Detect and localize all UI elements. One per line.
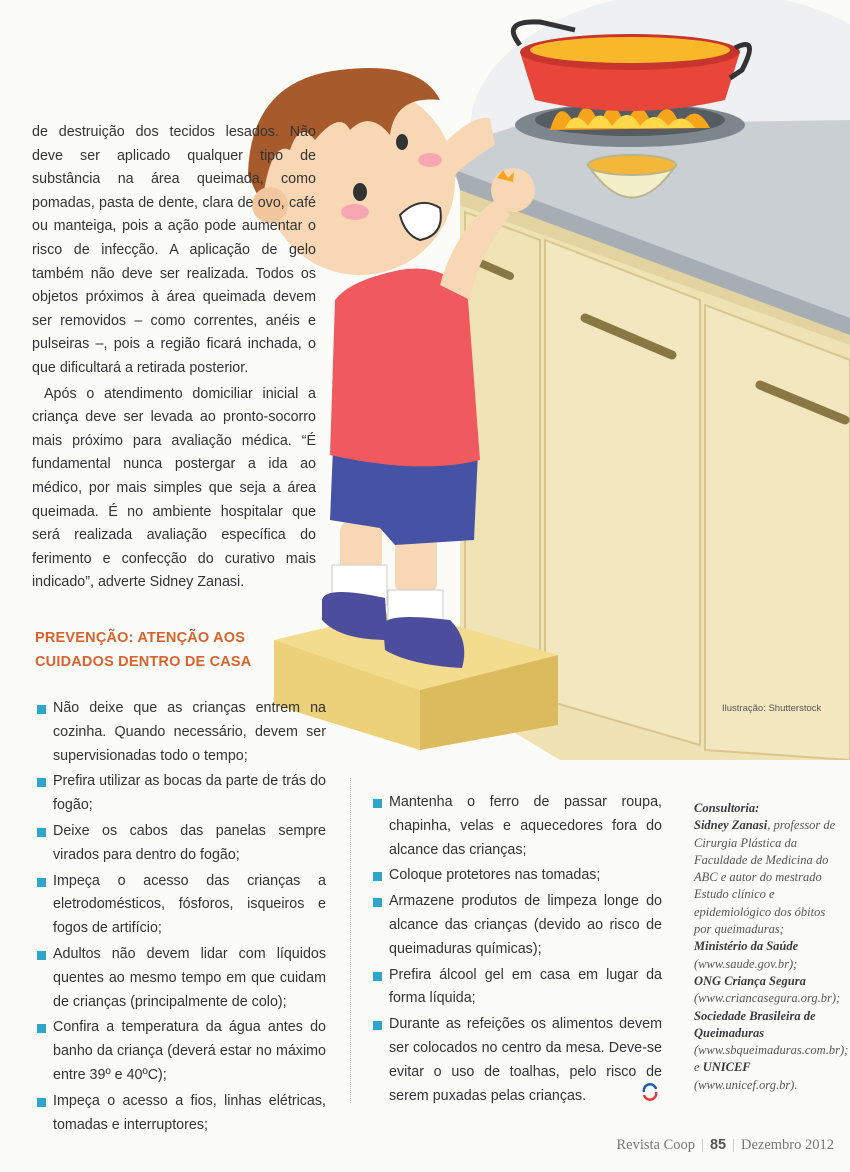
list-item: Prefira álcool gel em casa em lugar da forma líquida; [372,964,662,1012]
list-item: Impeça o acesso das crianças a eletrodomésticos, fósforos, isqueiros e fogos de artifício; [36,870,326,941]
magazine-name: Revista Coop [616,1137,696,1153]
page-number: 85 [709,1137,727,1153]
source-org: UNICEF [702,1060,751,1075]
consultant-role: , professor de Cirurgia Plástica da Faculdade de Medicina do ABC e autor do mestrado Estudo clínico e epidemiológico dos óbitos por queimaduras; [694,818,836,937]
issue-date: Dezembro 2012 [740,1137,834,1153]
list-item: Não deixe que as crianças entrem na cozinha. Quando necessário, devem ser supervisionadas todo o tempo; [36,697,326,768]
pan-contents [530,37,730,63]
shirt [330,269,480,467]
illustration-credit: Ilustração: Shutterstock [722,703,822,714]
cabinet-door [545,240,700,745]
column-divider [350,778,351,1103]
list-item: Armazene produtos de limpeza longe do alcance das crianças (devido ao risco de queimaduras químicas); [372,890,662,961]
source-url: (www.criancasegura.org.br); [694,991,841,1006]
source-url: (www.unicef.org.br). [694,1077,798,1092]
section-heading: PREVENÇÃO: ATENÇÃO AOS CUIDADOS DENTRO DE CASA [35,630,252,670]
consultant-name: Sidney Zanasi [694,818,768,833]
intro-paragraph: Após o atendimento domiciliar inicial a criança deve ser levada ao pronto-socorro mais próximo para avaliação médica. “É fundamental nunca postergar a ida ao médico, por mais simples que seja a área queimada. É no ambiente hospitalar que será realizada avaliação específica do ferimento e confecção do curativo mais indicado”, adverte Sidney Zanasi. [32,385,316,591]
list-item: Confira a temperatura da água antes do banho da criança (deverá estar no máximo entre 39º e 40ºC); [36,1016,326,1087]
eye [353,183,367,201]
cabinet-door [705,305,850,760]
list-item: Mantenha o ferro de passar roupa, chapinha, velas e aquecedores fora do alcance das crianças; [372,791,662,862]
page-footer: Revista Coop | 85 | Dezembro 2012 [616,1137,834,1153]
source-url: (www.sbqueimaduras.com.br); [694,1043,849,1058]
source-org: ONG Criança Segura [694,973,806,988]
source-url: (www.saude.gov.br); [694,956,798,971]
consultoria-title: Consultoria: [694,801,760,815]
consultoria-box: Consultoria: Sidney Zanasi, professor de Cirurgia Plástica da Faculdade de Medicina do ABC e autor do mestrado Estudo clínico e epidemiológico dos óbitos por queimaduras; Ministério da Saúde (www.saude.gov.br); ONG Criança Segura (www.criancasegura.org.br); Sociedade Brasileira de Queimaduras (www.sbqueimaduras.com.br); e UNICEF (www.unicef.org.br). [694,801,849,1092]
intro-text [32,121,316,595]
source-org: Ministério da Saúde [694,939,799,954]
intro-paragraph: de destruição dos tecidos lesados. Não deve ser aplicado qualquer tipo de substância na área queimada, como pomadas, pasta de dente, clara de ovo, café ou manteiga, pois a ação pode aumentar o risco de infecção. A aplicação de gelo também não deve ser realizada. Todos os objetos próximos à área queimada devem ser removidos – como correntes, anéis e pulseiras –, pois a região ficará inchada, o que dificultará a retirada posterior. [32,124,316,376]
list-item: Durante as refeições os alimentos devem ser colocados no centro da mesa. Deve-se evitar o uso de toalhas, pelo risco de serem puxadas pelas crianças. [372,1013,662,1108]
eye [396,134,408,150]
tips-list-right [372,791,662,1110]
list-item: Adultos não devem lidar com líquidos quentes ao mesmo tempo em que cuidam de crianças (principalmente de colo); [36,943,326,1014]
end-mark-icon [641,1083,659,1101]
list-item: Coloque protetores nas tomadas; [372,864,662,888]
list-item: Impeça o acesso a fios, linhas elétricas, tomadas e interruptores; [36,1090,326,1138]
list-item: Prefira utilizar as bocas da parte de trás do fogão; [36,770,326,818]
source-org: Sociedade Brasileira de Queimaduras [694,1008,816,1040]
tips-list-left [36,697,326,1139]
list-item: Deixe os cabos das panelas sempre virados para dentro do fogão; [36,820,326,868]
